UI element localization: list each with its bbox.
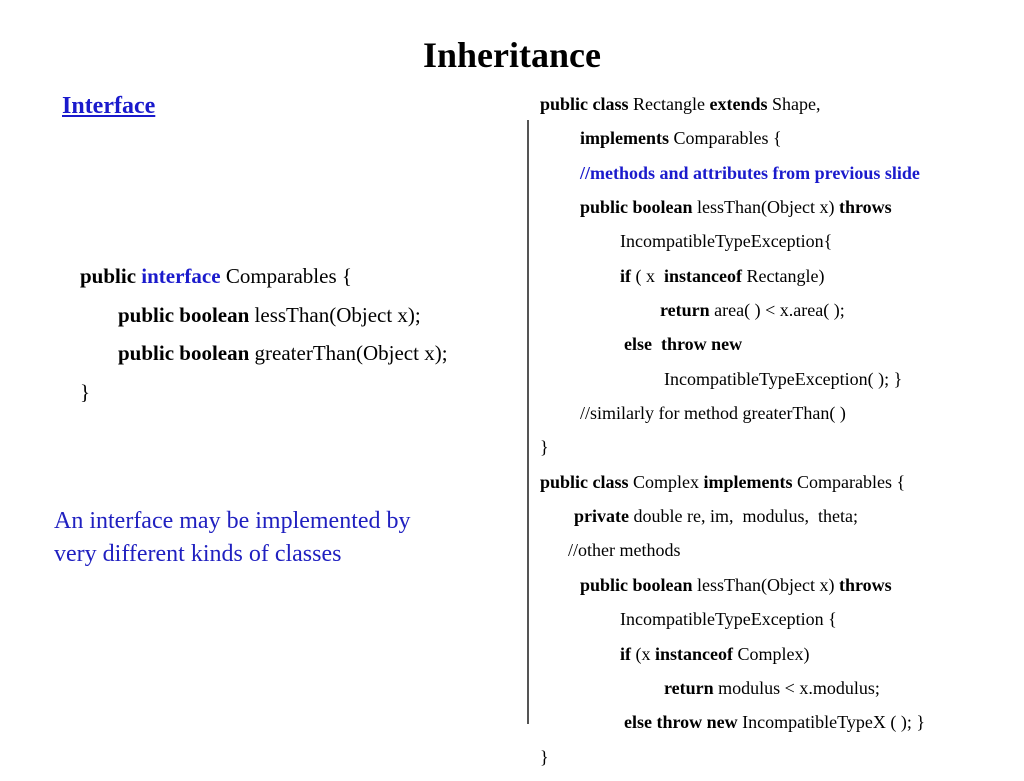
code-token: IncompatibleTypeX ( ); } [737,712,925,733]
code-line [540,266,925,300]
code-token: Comparables { [792,471,906,492]
code-token: IncompatibleTypeException { [620,609,837,630]
code-token: } [80,379,91,404]
code-token: greaterThan(Object x); [249,341,448,365]
code-line [540,94,925,128]
code-token: throws [839,574,892,595]
code-line [540,300,925,334]
note-line: An interface may be implemented by [54,508,411,534]
code-token: (x [631,643,655,664]
code-token: } [540,746,549,767]
code-token: else throw new [624,712,738,733]
code-line [80,264,448,303]
code-line [540,747,925,781]
code-token: Comparables { [220,264,352,288]
code-token: Shape, [767,94,821,114]
code-token: //similarly for method greaterThan( ) [580,403,846,424]
code-line [540,540,925,574]
code-token: return [660,300,710,321]
code-token: if [620,643,631,664]
code-token: public class [540,471,629,492]
code-line [540,163,925,197]
code-line [540,644,925,678]
code-token: lessThan(Object x) [692,574,839,595]
subheading-interface-link[interactable]: Interface [62,93,156,119]
code-token: Rectangle) [742,265,825,286]
code-token: throws [839,197,892,218]
code-line [540,231,925,265]
code-token: lessThan(Object x) [692,197,839,218]
code-token: IncompatibleTypeException{ [620,231,833,252]
code-token: double re, im, modulus, theta; [628,506,858,527]
code-line [540,369,925,403]
code-line [80,380,448,419]
code-token: //methods and attributes from previous slide [580,162,920,183]
code-token: IncompatibleTypeException( ); } [664,368,903,389]
code-token: else throw new [624,334,743,355]
code-token: public class [540,94,629,114]
code-token: private [574,506,629,527]
code-token: area( ) < x.area( ); [709,300,845,321]
code-token: public [80,264,137,288]
column-divider [527,120,529,724]
code-token: modulus < x.modulus; [713,677,880,698]
implementation-code-block [540,94,925,781]
code-token: lessThan(Object x); [249,302,421,327]
code-token: Complex [628,471,704,492]
interface-code-block [80,264,448,418]
code-line [540,197,925,231]
code-token: //other methods [568,540,681,561]
note-text [54,505,411,571]
code-line [540,334,925,368]
code-token: extends [709,94,768,114]
code-token: } [540,437,549,458]
code-line [80,341,448,380]
code-token: implements [703,471,793,492]
code-line [540,437,925,471]
code-line [540,678,925,712]
code-token: public boolean [580,574,693,595]
code-token: public boolean [118,341,250,365]
code-line [540,609,925,643]
code-token: public boolean [580,197,693,218]
code-token: instanceof [664,265,742,286]
code-line [540,128,925,162]
code-token: Rectangle [628,94,710,114]
code-token: ( x [631,265,664,286]
code-line [540,575,925,609]
code-line [540,712,925,746]
code-line [540,506,925,540]
code-token: instanceof [655,643,733,664]
code-token: Comparables { [669,128,782,149]
code-line [540,403,925,437]
code-line [80,303,448,342]
note-line: very different kinds of classes [54,541,342,567]
slide-title: Inheritance [423,35,601,75]
code-token: return [664,677,714,698]
code-token: Complex) [733,643,810,664]
code-token: interface [141,264,221,288]
code-token: if [620,265,631,286]
code-token: public boolean [118,302,250,327]
code-line [540,472,925,506]
code-token: implements [580,128,669,149]
